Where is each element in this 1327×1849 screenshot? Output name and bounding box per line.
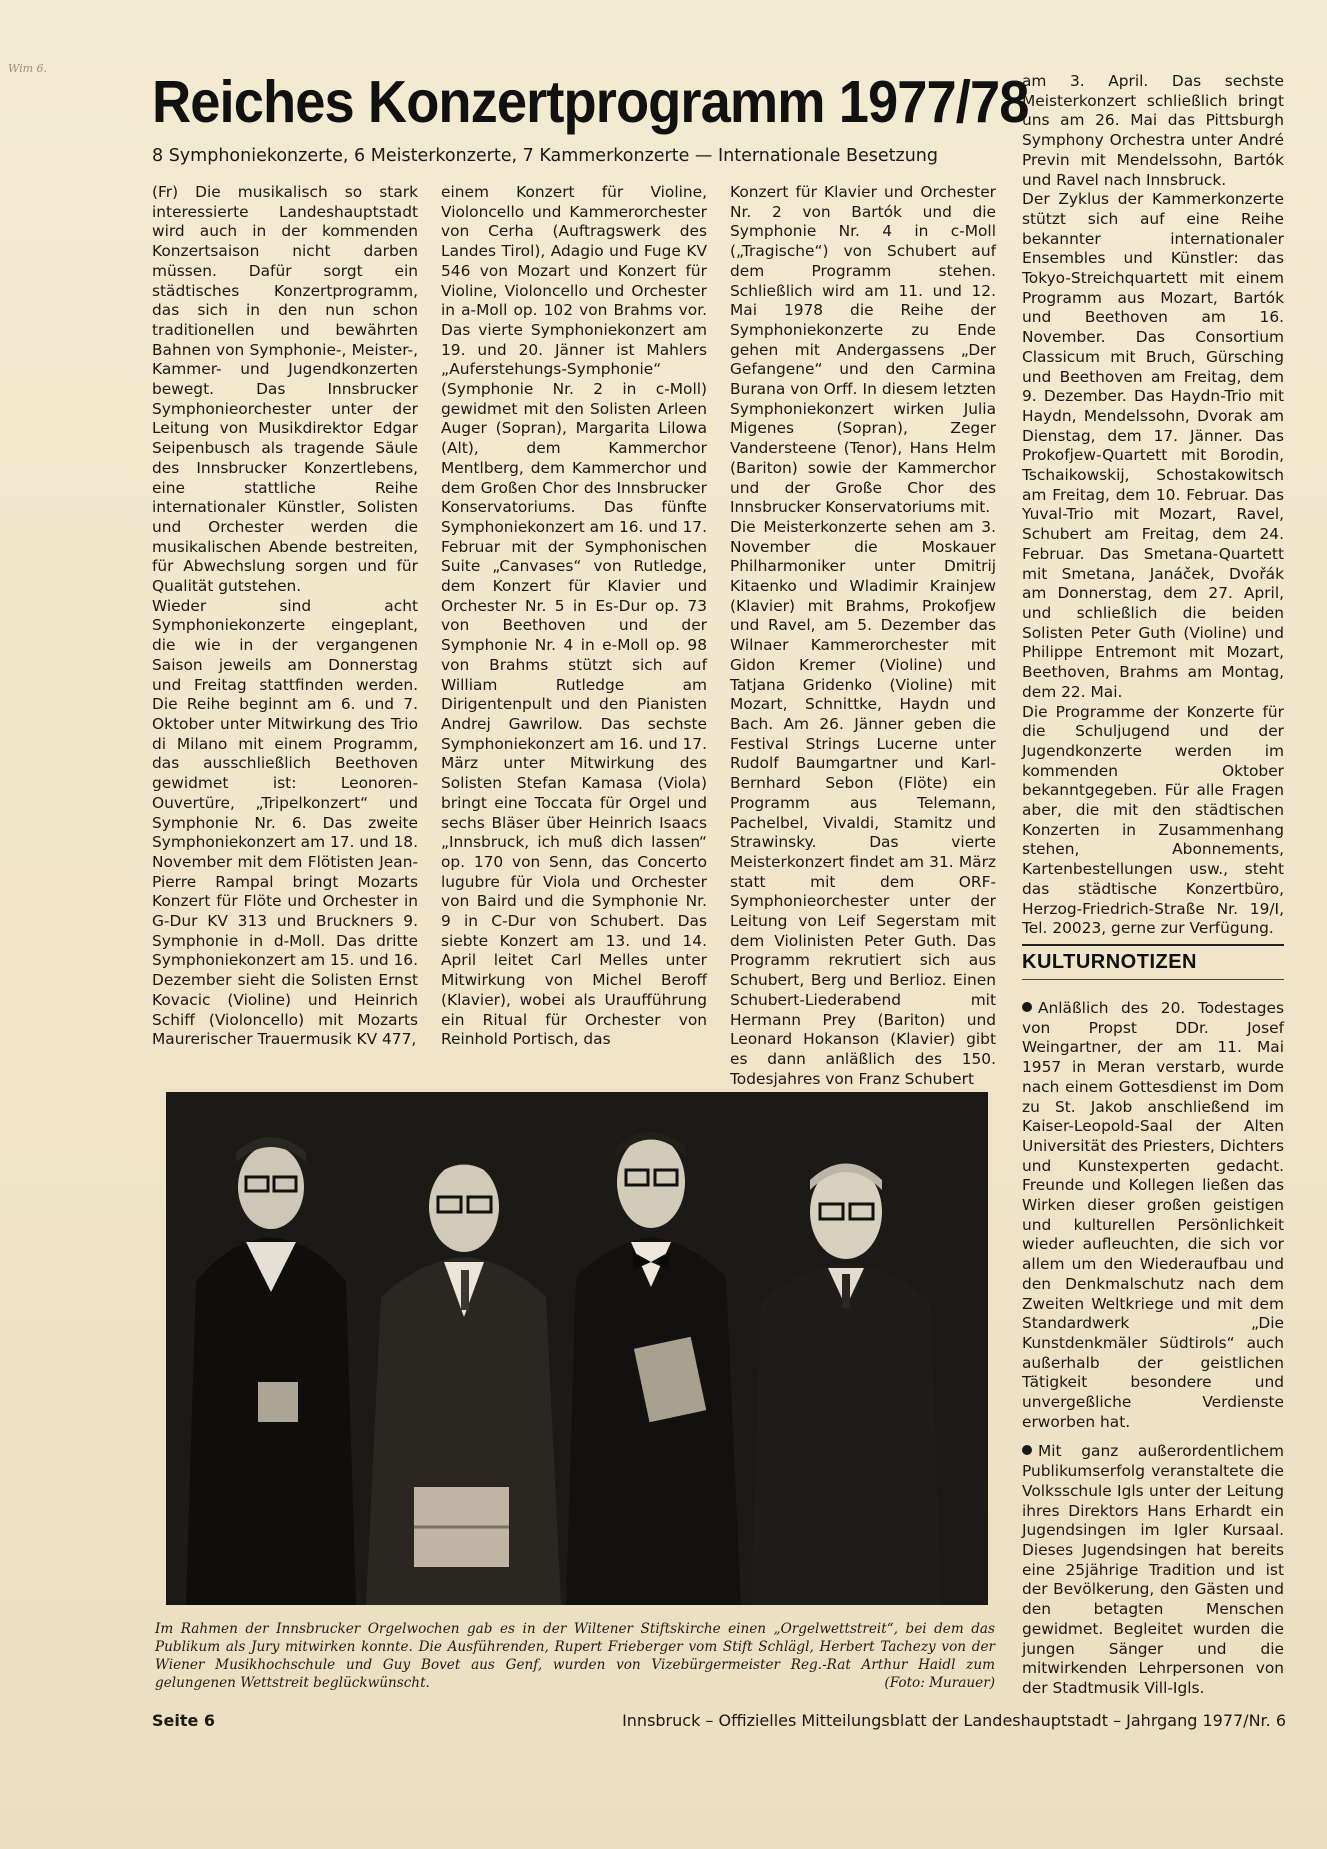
article-paragraph: einem Konzert für Violine, Violoncello und Kammerorchester von Cerha (Auftragswerk des Landes Tirol), Adagio und Fuge KV 546 von Mozart und Konzert für Violine, Violoncello und Orchester in a-Moll op. 102 von Brahms vor. Das vierte Symphoniekonzert am 19. und 20. Jänner ist Mahlers „Auferstehungs-Symphonie“ (Symphonie Nr. 2 in c-Moll) gewidmet mit den Solisten Arleen Auger (Sopran), Margarita Lilowa (Alt), dem Kammerchor Mentlberg, dem Kammerchor und dem Großen Chor des Innsbrucker Konservatoriums. Das fünfte Symphoniekonzert am 16. und 17. Februar mit der Symphonischen Suite „Canvases“ von Rutledge, dem Konzert für Klavier und Orchester Nr. 5 in Es-Dur op. 73 von Beethoven und der Symphonie Nr. 4 in e-Moll op. 98 von Brahms stützt sich auf William Rutledge am Dirigentenpult und den Pianisten Andrej Gawrilow. Das sechste Symphoniekonzert am 16. und 17. März unter Mitwirkung des Solisten Stefan Kamasa (Viola) bringt eine Toccata für Orgel und sechs Bläser über Heinrich Isaacs „Innsbruck, ich muß dich lassen“ op. 170 von Senn, das Concerto lugubre für Viola und Orchester von Baird und die Symphonie Nr. 9 in C-Dur von Schubert. Das siebte Konzert am 13. und 14. April leitet Carl Melles unter Mitwirkung von Michel Beroff (Klavier), wobei als Uraufführung ein Ritual für Orchester von Reinhold Portisch, das	[441, 183, 707, 1049]
notice-text: Anläßlich des 20. Todestages von Propst DDr. Josef Weingartner, der am 11. Mai 1957 in Meran verstarb, wurde nach einem Gottesdienst im Dom zu St. Jakob anschließend im Kaiser-Leopold-Saal der Alten Universität des Priesters, Dichters und Kunstexperten gedacht. Freunde und Kollegen ließen das Wirken dieser großen geistigen und kulturellen Persönlichkeit wieder aufleuchten, die sich vor allem um den Wiederaufbau und den Denkmalschutz nach dem Zweiten Weltkriege und mit dem Standardwerk „Die Kunstdenkmäler Südtirols“ auch außerhalb der geistlichen Tätigkeit besondere und unvergeßliche Verdienste erworben hat.	[1022, 999, 1284, 1431]
article-column-2	[441, 183, 707, 1050]
article-column-4	[1022, 72, 1284, 939]
marginalia: Wim 6.	[8, 62, 48, 75]
headline: Reiches Konzertprogramm 1977/78	[152, 69, 1029, 135]
article-paragraph: am 3. April. Das sechste Meisterkonzert schließlich bringt uns am 26. Mai das Pittsburgh Symphony Orchestra unter André Previn mit Mendelssohn, Bartók und Ravel nach Innsbruck.	[1022, 72, 1284, 189]
kulturnotizen-heading: KULTURNOTIZEN	[1022, 951, 1197, 973]
heading-underline	[1022, 979, 1284, 980]
article-paragraph: Konzert für Klavier und Orchester Nr. 2 von Bartók und die Symphonie Nr. 4 in c-Moll („Tragische“) von Schubert auf dem Programm stehen. Schließlich wird am 11. und 12. Mai 1978 die Reihe der Symphoniekonzerte zu Ende gehen mit Andergassens „Der Gefangene“ und den Carmina Burana von Orff. In diesem letzten Symphoniekonzert wirken Julia Migenes (Sopran), Zeger Vandersteene (Tenor), Hans Helm (Bariton) sowie der Kammerchor und der Große Chor des Innsbrucker Konservatoriums mit.	[730, 183, 996, 517]
article-paragraph: Die Meisterkonzerte sehen am 3. November die Moskauer Philharmoniker unter Dmitrij Kitaenko und Wladimir Krainjew (Klavier) mit Brahms, Prokofjew und Ravel, am 5. Dezember das Wilnaer Kammerorchester mit Gidon Kremer (Violine) und Tatjana Gridenko (Violine) mit Mozart, Schnittke, Haydn und Bach. Am 26. Jänner geben die Festival Strings Lucerne unter Rudolf Baumgartner und Karl-Bernhard Sebon (Flöte) ein Programm aus Telemann, Pachelbel, Vivaldi, Stamitz und Strawinsky. Das vierte Meisterkonzert findet am 31. März statt mit dem ORF-Symphonieorchester unter der Leitung von Leif Segerstam mit dem Violinisten Peter Guth. Das Programm rekrutiert sich aus Schubert, Berg und Berlioz. Einen Schubert-Liederabend mit Hermann Prey (Bariton) und Leonard Hokanson (Klavier) gibt es dann anläßlich des 150. Todesjahres von Franz Schubert	[730, 517, 996, 1088]
section-divider	[1022, 944, 1284, 946]
article-paragraph: Wieder sind acht Symphoniekonzerte eingeplant, die wie in der vergangenen Saison jeweils am Donnerstag und Freitag stattfinden werden. Die Reihe beginnt am 6. und 7. Oktober unter Mitwirkung des Trio di Milano mit einem Programm, das ausschließlich Beethoven gewidmet ist: Leonoren-Ouvertüre, „Tripelkonzert“ und Symphonie Nr. 6. Das zweite Symphoniekonzert am 17. und 18. November mit dem Flötisten Jean-Pierre Rampal bringt Mozarts Konzert für Flöte und Orchester in G-Dur KV 313 und Bruckners 9. Symphonie in d-Moll. Das dritte Symphoniekonzert am 15. und 16. Dezember sieht die Solisten Ernst Kovacic (Violine) und Heinrich Schiff (Violoncello) mit Mozarts Maurerischer Trauermusik KV 477,	[152, 596, 418, 1049]
article-paragraph: Die Programme der Konzerte für die Schuljugend und der Jugendkonzerte werden im kommenden Oktober bekanntgegeben. Für alle Fragen aber, die mit den städtischen Konzerten in Zusammenhang stehen, Abonnements, Kartenbestellungen usw., steht das städtische Konzertbüro, Herzog-Friedrich-Straße Nr. 19/I, Tel. 20023, gerne zur Verfügung.	[1022, 702, 1284, 938]
group-photo-illustration	[166, 1092, 988, 1605]
publication-line: Innsbruck – Offizielles Mitteilungsblatt der Landeshauptstadt – Jahrgang 1977/Nr. 6	[622, 1711, 1286, 1730]
article-paragraph: Der Zyklus der Kammerkonzerte stützt sich auf eine Reihe bekannter internationaler Ensembles und Künstler: das Tokyo-Streichquartett mit einem Programm aus Mozart, Bartók und Beethoven am 16. November. Das Consortium Classicum mit Bruch, Gürsching und Beethoven am Freitag, dem 9. Dezember. Das Haydn-Trio mit Haydn, Mendelssohn, Dvorak am Dienstag, dem 17. Jänner. Das Prokofjew-Quartett mit Borodin, Tschaikowskij, Schostakowitsch am Freitag, dem 10. Februar. Das Yuval-Trio mit Mozart, Ravel, Schubert am Freitag, dem 24. Februar. Das Smetana-Quartett mit Smetana, Janáček, Dvořák am Donnerstag, dem 27. April, und schließlich die beiden Solisten Peter Guth (Violine) und Philippe Entremont mit Mozart, Beethoven, Brahms am Montag, dem 22. Mai.	[1022, 190, 1284, 701]
page-number: Seite 6	[152, 1711, 216, 1730]
bullet-icon	[1022, 1002, 1032, 1012]
subtitle: 8 Symphoniekonzerte, 6 Meisterkonzerte, 7 Kammerkonzerte — Internationale Besetzung	[152, 146, 938, 166]
caption-text: Im Rahmen der Innsbrucker Orgelwochen gab es in der Wiltener Stiftskirche einen „Orgelwettstreit“, bei dem das Publikum als Jury mitwirken konnte. Die Ausführenden, Rupert Frieberger vom Stift Schlägl, Herbert Tachezy von der Wiener Musikhochschule und Guy Bovet aus Genf, wurden von Vizebürgermeister Reg.-Rat Arthur Haidl zum gelungenen Wettstreit beglückwünscht.	[155, 1621, 995, 1691]
notice-item	[1022, 1442, 1284, 1698]
article-column-3	[730, 183, 996, 1089]
photo-credit: (Foto: Murauer)	[884, 1675, 995, 1691]
notice-text: Mit ganz außerordentlichem Publikumserfolg veranstaltete die Volksschule Igls unter der Leitung ihres Direktors Hans Erhardt ein Jugendsingen im Igler Kursaal. Dieses Jugendsingen hat bereits eine 25jährige Tradition und ist der Bevölkerung, den Gästen und den betagten Menschen gewidmet. Begleitet wurden die jungen Sänger und die mitwirkenden Lehrpersonen von der Stadtmusik Vill-Igls.	[1022, 1442, 1284, 1697]
photo-caption	[155, 1620, 995, 1692]
notice-item	[1022, 999, 1284, 1432]
kulturnotizen-column	[1022, 999, 1284, 1709]
article-paragraph: (Fr) Die musikalisch so stark interessierte Landeshauptstadt wird auch in der kommenden Konzertsaison nicht darben müssen. Dafür sorgt ein städtisches Konzertprogramm, das sich in den nun schon traditionellen und bewährten Bahnen von Symphonie-, Meister-, Kammer- und Jugendkonzerten bewegt. Das Innsbrucker Symphonieorchester unter der Leitung von Musikdirektor Edgar Seipenbusch als tragende Säule des Innsbrucker Konzertlebens, eine stattliche Reihe internationaler Künstler, Solisten und Orchester werden die musikalischen Abende bestreiten, für Abwechslung sorgen und für Qualität gutstehen.	[152, 183, 418, 596]
bullet-icon	[1022, 1445, 1032, 1455]
article-column-1	[152, 183, 418, 1050]
group-photo	[166, 1092, 988, 1605]
